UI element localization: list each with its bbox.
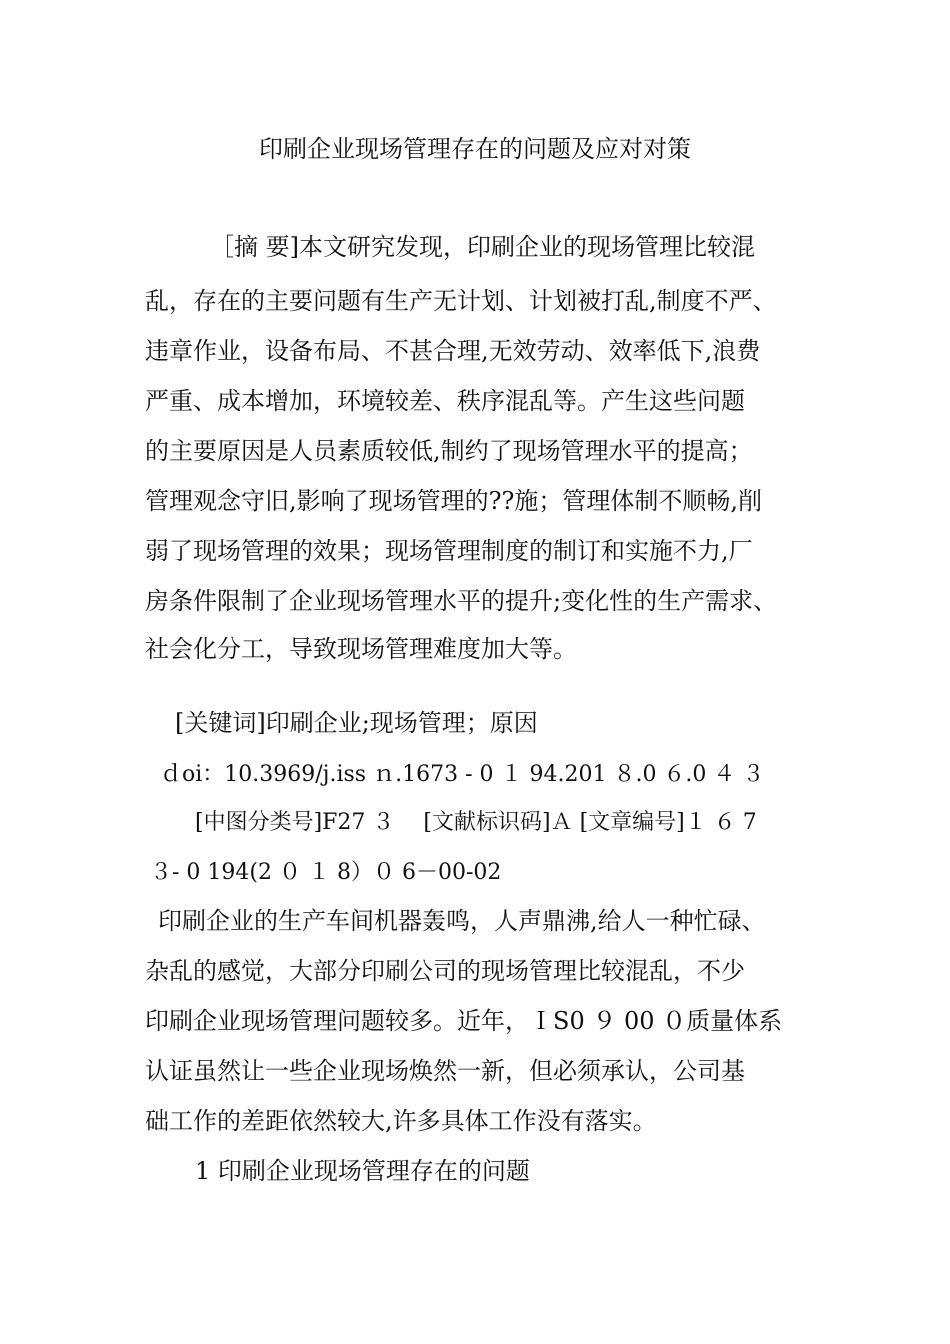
keywords-line: [关键词]印刷企业;现场管理；原因 xyxy=(175,709,538,737)
body-line: 认证虽然让一些企业现场焕然一新，但必须承认，公司基 xyxy=(145,1057,745,1085)
abstract-line: 管理观念守旧,影响了现场管理的??施；管理体制不顺畅,削 xyxy=(145,487,762,515)
abstract-line: 房条件限制了企业现场管理水平的提升;变化性的生产需求、 xyxy=(145,587,778,615)
body-line: 印刷企业现场管理问题较多。近年，ＩS0 ９ 00 ０质量体系 xyxy=(145,1007,783,1035)
abstract-line: ［摘 要]本文研究发现，印刷企业的现场管理比较混 xyxy=(210,233,755,261)
classification-line: ３- 0 194(2 ０ １ 8）０ 6－00-02 xyxy=(150,860,502,885)
abstract-line: 弱了现场管理的效果；现场管理制度的制订和实施不力,厂 xyxy=(145,537,753,565)
abstract-line: 社会化分工，导致现场管理难度加大等。 xyxy=(145,635,577,663)
classification-line: [中图分类号]F27 ３ [文献标识码]Ａ [文章编号]１ ６ 7 xyxy=(195,810,757,835)
body-line: 杂乱的感觉，大部分印刷公司的现场管理比较混乱，不少 xyxy=(145,957,745,985)
body-line: 印刷企业的生产车间机器轰鸣，人声鼎沸,给人一种忙碌、 xyxy=(158,907,766,935)
abstract-line: 违章作业，设备布局、不甚合理,无效劳动、效率低下,浪费 xyxy=(145,337,761,365)
doi-line: ｄoi：10.3969/j.iss ｎ.1673 - 0 １ 94.201 ８.0 ６.0 ４ ３ xyxy=(160,762,765,787)
body-line: 础工作的差距依然较大,许多具体工作没有落实。 xyxy=(145,1107,657,1135)
abstract-line: 的主要原因是人员素质较低,制约了现场管理水平的提高； xyxy=(145,437,753,465)
section-heading: 1 印刷企业现场管理存在的问题 xyxy=(195,1157,530,1185)
abstract-line: 乱，存在的主要问题有生产无计划、计划被打乱,制度不严、 xyxy=(145,287,777,315)
document-title: 印刷企业现场管理存在的问题及应对对策 xyxy=(259,135,691,163)
abstract-line: 严重、成本增加，环境较差、秩序混乱等。产生这些问题 xyxy=(145,387,745,415)
